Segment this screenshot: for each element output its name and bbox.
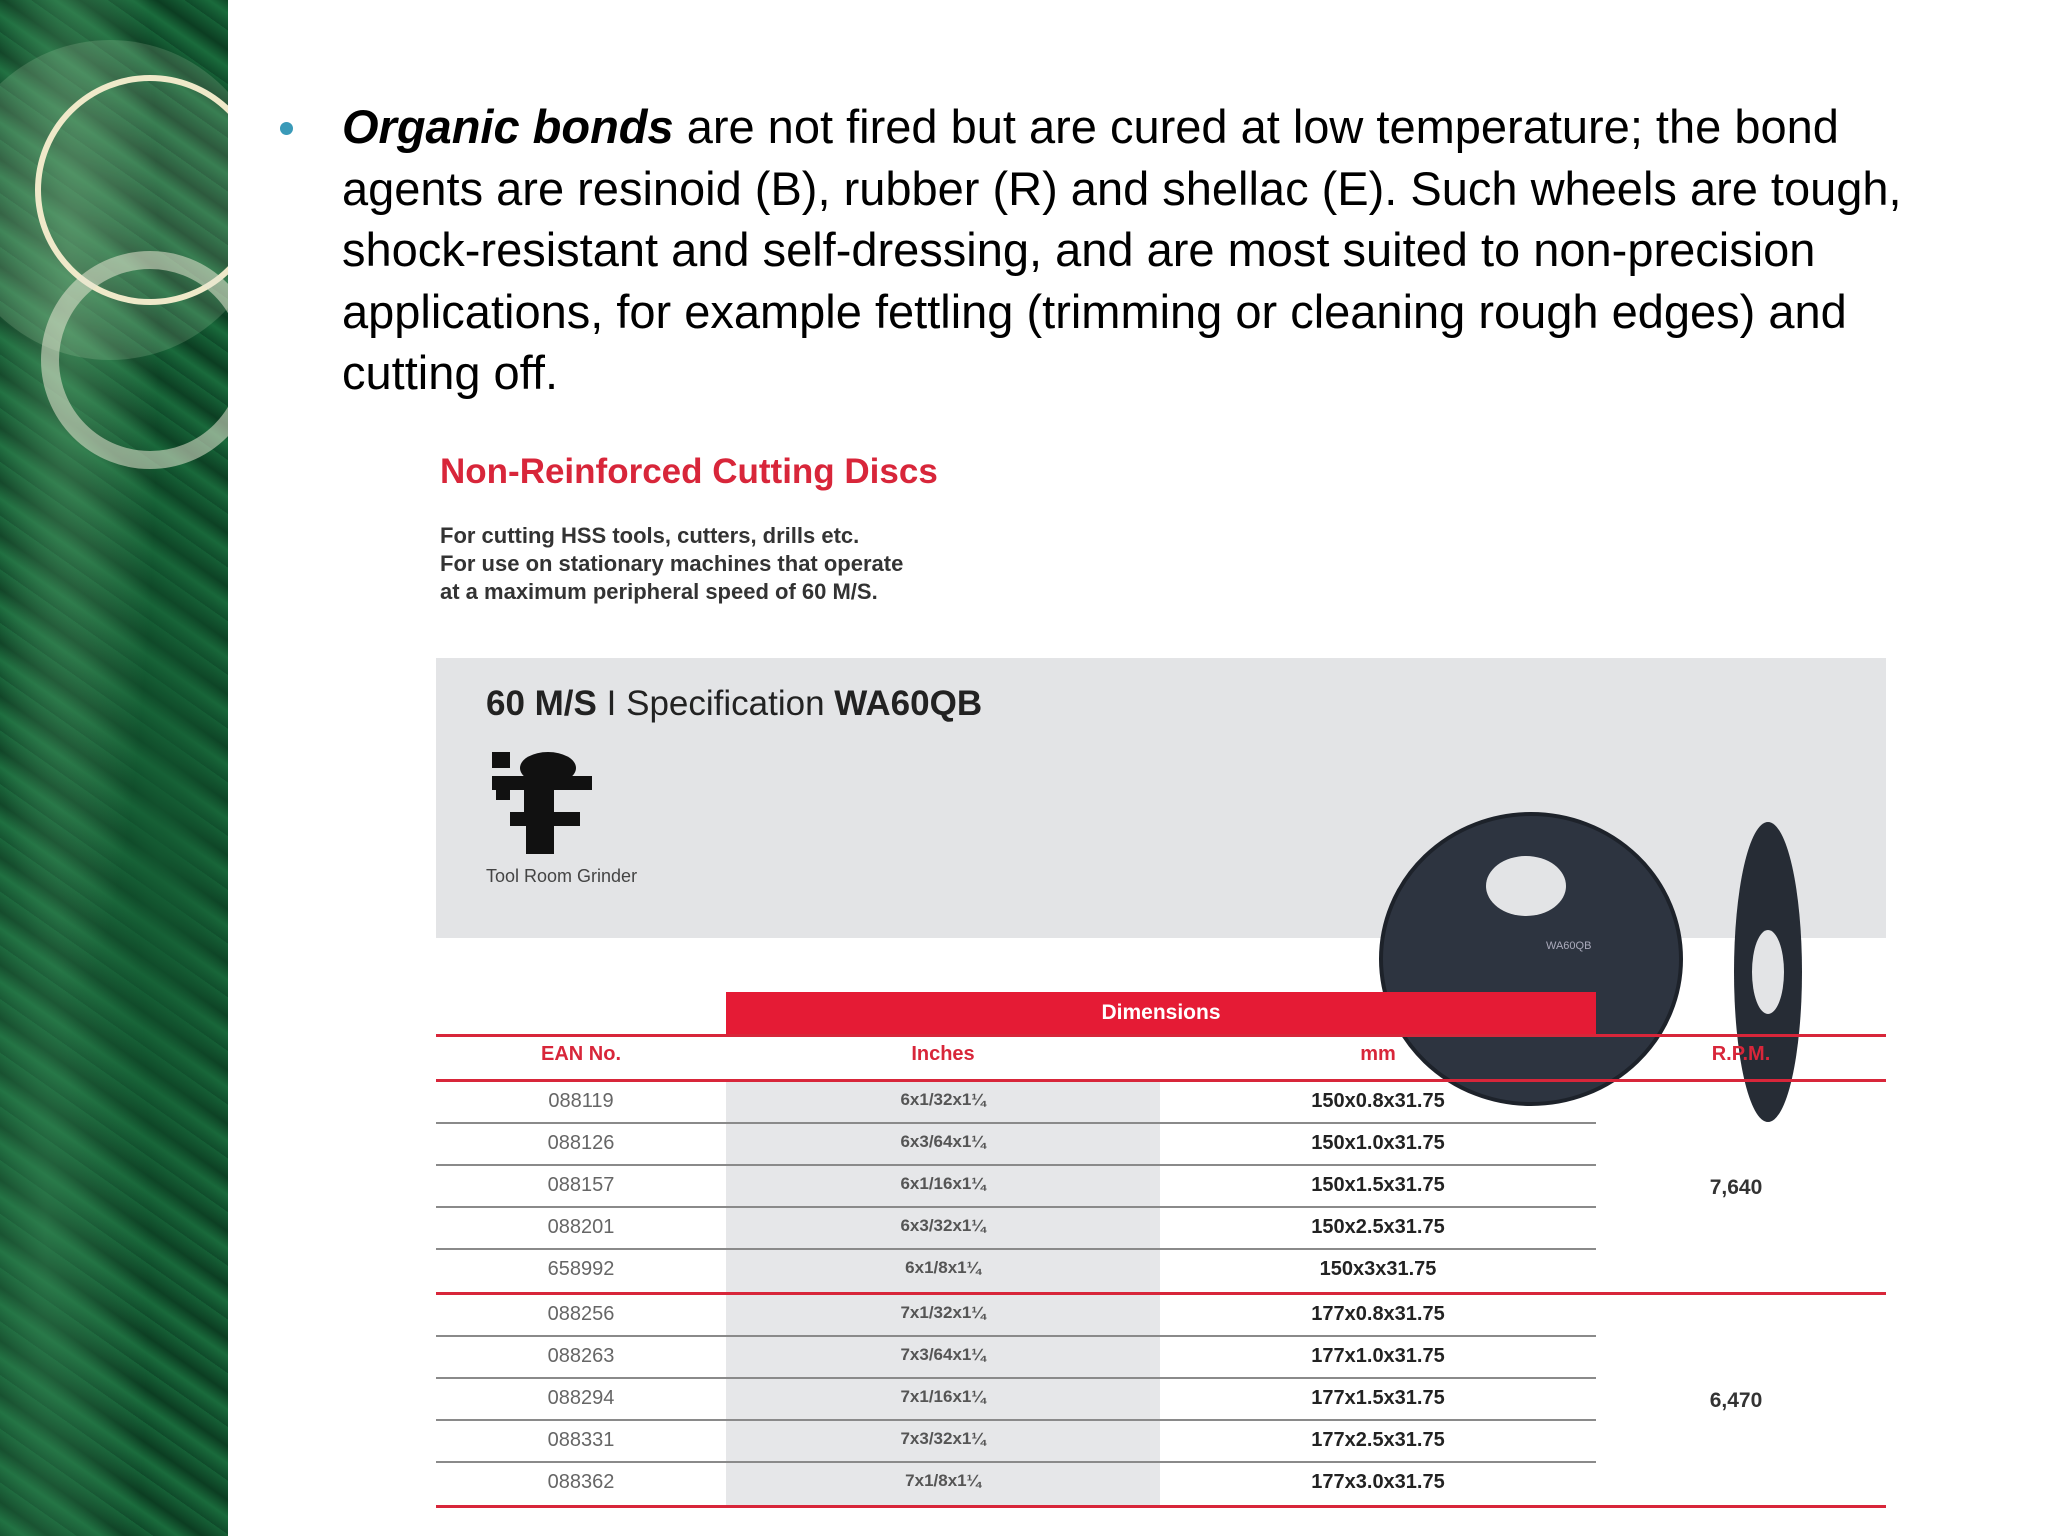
header-inches: Inches <box>911 1043 975 1065</box>
specification-band <box>436 658 1886 952</box>
header-rpm: R.P.M. <box>1711 1043 1771 1065</box>
spec-code: WA60QB <box>834 684 983 723</box>
table-row: 088126 6x3/64x1¼ 150x1.0x31.75 <box>436 1124 1886 1166</box>
bullet-dot-icon <box>280 122 293 135</box>
table-row: 088157 6x1/16x1¼ 150x1.5x31.75 <box>436 1166 1886 1208</box>
rpm-value: 6,470 <box>1709 1389 1763 1412</box>
table-row: 088362 7x1/8x1¼ 177x3.0x31.75 <box>547 1471 1445 1493</box>
header-ean: EAN No. <box>541 1043 621 1065</box>
header-mm: mm <box>1360 1043 1396 1065</box>
table-row: 088119 6x1/32x1¼ 150x0.8x31.75 <box>436 1082 1886 1124</box>
spec-label: Specification <box>626 684 825 723</box>
table-row: 088294 7x1/16x1¼ 177x1.5x31.75 <box>436 1379 1886 1421</box>
table-row: 658992 6x1/8x1¼ 150x3x31.75 <box>547 1258 1437 1280</box>
table-row: 088331 7x3/32x1¼ 177x2.5x31.75 <box>436 1421 1886 1463</box>
dimensions-header: Dimensions <box>726 992 1596 1034</box>
bullet-body: are not fired but are cured at low temperature; the bond agents are resinoid (B), rubber (R) and shellac (E). Such wheels are tough, shock-resistant and self-dressing, and are most suited to non-precision applications, for example fettling (trimming or cleaning rough edges) and cutting off. <box>342 100 1902 399</box>
table-row: 088263 7x3/64x1¼ 177x1.0x31.75 <box>436 1337 1886 1379</box>
grinder-label: Tool Room Grinder <box>486 866 638 886</box>
decorative-sidebar <box>0 0 228 1536</box>
product-image <box>436 442 1886 1508</box>
product-table <box>436 1034 1886 1508</box>
disc-print: WA60QB <box>1546 940 1592 952</box>
spec-speed: 60 M/S <box>486 684 597 723</box>
table-row: 088201 6x3/32x1¼ 150x2.5x31.75 <box>436 1208 1886 1250</box>
product-description: For cutting HSS tools, cutters, drills etc. For use on stationary machines that operate at a maximum peripheral speed of 60 M/S. <box>440 523 904 604</box>
specification-line <box>486 684 982 724</box>
bullet-term: Organic bonds <box>342 100 674 153</box>
organic-bonds-text <box>342 96 1942 404</box>
table-header-row <box>436 1034 1886 1082</box>
table-group-177 <box>436 1295 1886 1508</box>
rpm-value: 7,640 <box>1709 1176 1763 1199</box>
product-title: Non-Reinforced Cutting Discs <box>440 452 938 491</box>
table-row: 088256 7x1/32x1¼ 177x0.8x31.75 <box>436 1295 1886 1337</box>
tool-room-grinder-icon <box>486 746 596 856</box>
table-group-150 <box>436 1082 1886 1295</box>
spec-separator: I <box>606 684 617 723</box>
decorative-rings-icon <box>0 0 228 1536</box>
